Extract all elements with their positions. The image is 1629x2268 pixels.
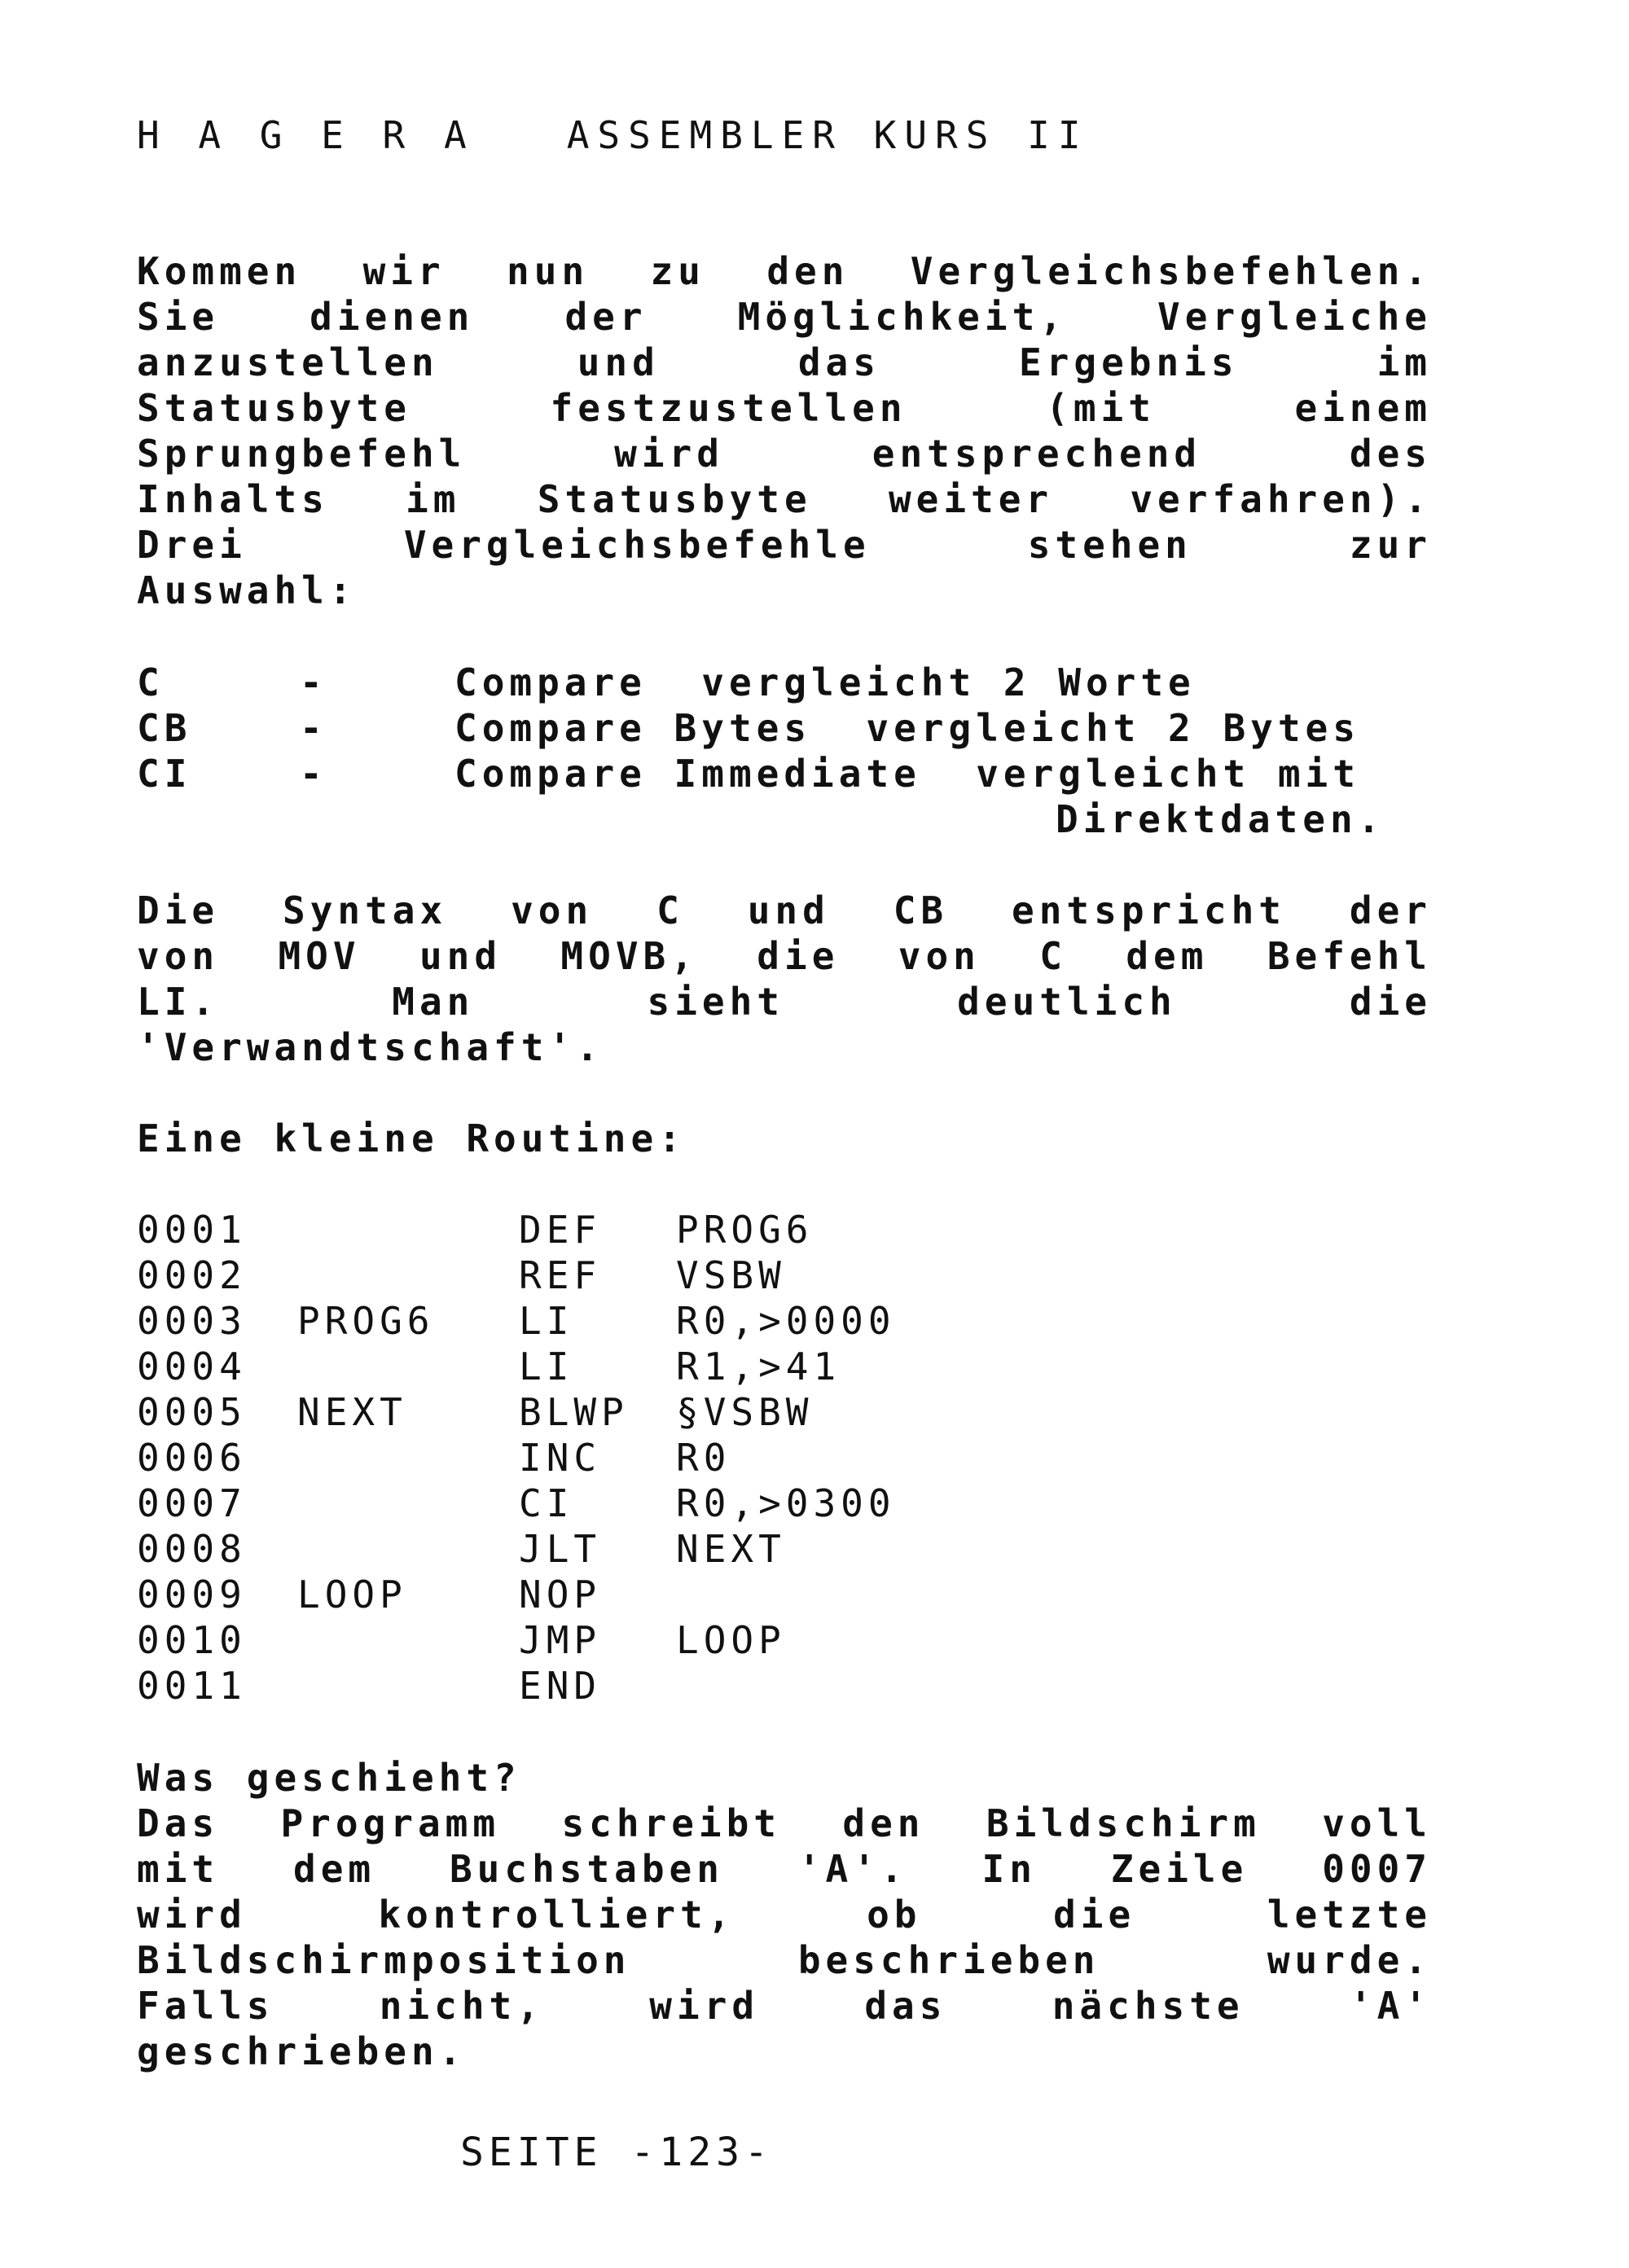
compare-dash: - [300,706,327,750]
answer-line: Falls nicht, wird das nächste 'A' [137,1984,1432,2028]
code-op: LI [519,1299,574,1343]
line-number: 0005 [137,1390,247,1434]
intro-line: Sie dienen der Möglichkeit, Vergleiche [137,295,1432,339]
code-op: DEF [519,1208,602,1252]
compare-dash: - [300,752,327,796]
code-op: NOP [519,1573,602,1617]
compare-desc: Compare vergleicht 2 Worte [454,660,1196,704]
code-arg: R0 [676,1436,731,1480]
compare-continuation: Direktdaten. [1056,797,1385,841]
intro-line: Inhalts im Statusbyte weiter verfahren). [137,477,1432,521]
answer-line: geschrieben. [137,2029,467,2073]
code-op: BLWP [519,1390,629,1434]
code-label: LOOP [297,1573,407,1617]
code-op: INC [519,1436,602,1480]
line-number: 0004 [137,1345,247,1388]
code-arg: R0,>0000 [676,1299,896,1343]
syntax-line: LI. Man sieht deutlich die [137,980,1432,1024]
syntax-line: Die Syntax von C und CB entspricht der [137,888,1432,932]
line-number: 0008 [137,1527,247,1571]
compare-code: C [137,660,165,704]
compare-desc: Compare Bytes vergleicht 2 Bytes [454,706,1360,750]
compare-code: CI [137,752,192,796]
intro-line: Kommen wir nun zu den Vergleichsbefehlen. [137,249,1432,293]
code-arg: LOOP [676,1618,786,1662]
routine-heading: Eine kleine Routine: [137,1116,686,1160]
line-number: 0007 [137,1481,247,1525]
intro-line: Drei Vergleichsbefehle stehen zur [137,523,1432,567]
question-heading: Was geschieht? [137,1756,521,1800]
syntax-line: 'Verwandtschaft'. [137,1025,604,1069]
compare-desc: Compare Immediate vergleicht mit [454,752,1360,796]
code-op: JLT [519,1527,602,1571]
compare-dash: - [300,660,327,704]
page-number: SEITE -123- [460,2130,773,2175]
line-number: 0002 [137,1253,247,1297]
code-op: JMP [519,1618,602,1662]
code-arg: §VSBW [676,1390,814,1434]
line-number: 0003 [137,1299,247,1343]
code-op: REF [519,1253,602,1297]
answer-line: wird kontrolliert, ob die letzte [137,1893,1432,1937]
code-op: CI [519,1481,574,1525]
code-arg: PROG6 [676,1208,814,1252]
answer-line: Bildschirmposition beschrieben wurde. [137,1938,1432,1982]
intro-line: anzustellen und das Ergebnis im [137,340,1432,384]
syntax-line: von MOV und MOVB, die von C dem Befehl [137,934,1432,978]
code-label: NEXT [297,1390,407,1434]
compare-code: CB [137,706,192,750]
code-arg: NEXT [676,1527,786,1571]
intro-line: Sprungbefehl wird entsprechend des [137,432,1432,476]
intro-line: Auswahl: [137,568,357,612]
code-label: PROG6 [297,1299,435,1343]
line-number: 0009 [137,1573,247,1617]
answer-line: Das Programm schreibt den Bildschirm voll [137,1801,1432,1845]
line-number: 0010 [137,1618,247,1662]
code-arg: R1,>41 [676,1345,841,1388]
code-op: END [519,1664,602,1708]
answer-line: mit dem Buchstaben 'A'. In Zeile 0007 [137,1847,1432,1891]
page-header: H A G E R A ASSEMBLER KURS II [137,113,1089,157]
line-number: 0011 [137,1664,247,1708]
code-op: LI [519,1345,574,1388]
line-number: 0001 [137,1208,247,1252]
code-arg: R0,>0300 [676,1481,896,1525]
intro-line: Statusbyte festzustellen (mit einem [137,386,1432,430]
code-arg: VSBW [676,1253,786,1297]
line-number: 0006 [137,1436,247,1480]
